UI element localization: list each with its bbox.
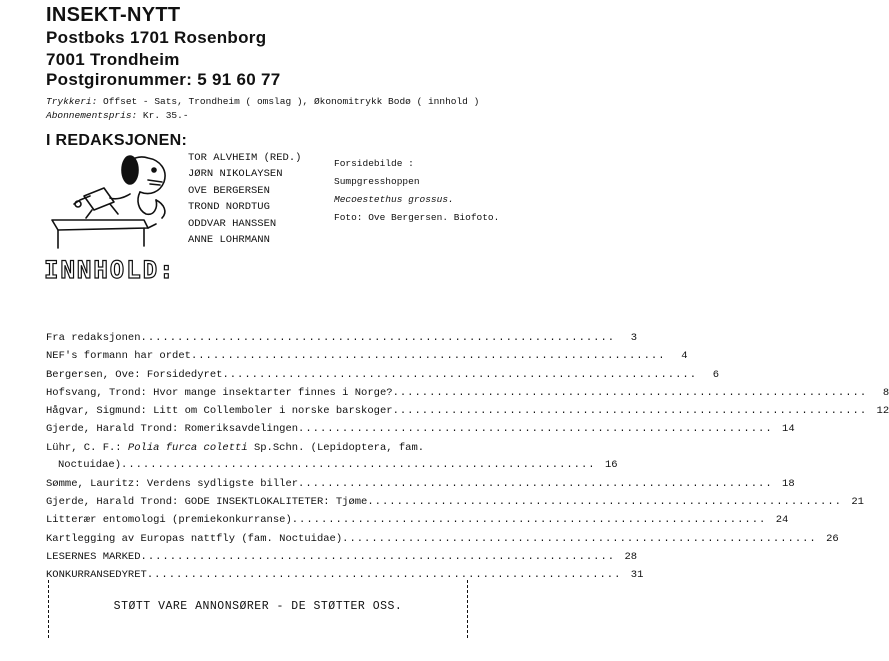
toc-author: Lühr, C. F.: [46, 441, 128, 454]
toc-species: Polia furca coletti [127, 441, 248, 454]
printer-line [46, 96, 479, 107]
toc-title: Kartlegging av Europas nattfly (fam. Noctuidae) [46, 532, 343, 545]
cover-heading: Forsidebilde : [334, 158, 414, 169]
editor-name: TROND NORDTUG [188, 201, 270, 214]
toc-leader: ................................................................. [392, 386, 868, 399]
toc-leader: ................................................................. [367, 496, 842, 509]
toc-leader: ................................................................. [121, 458, 596, 471]
toc-leader: ................................................................. [222, 368, 698, 381]
toc-entry [46, 550, 638, 569]
toc-page: 16 [604, 458, 618, 471]
editor-name: OVE BERGERSEN [188, 184, 270, 197]
contents-heading: INNHOLD: [44, 256, 176, 284]
toc-title: Fra redaksjonen [46, 332, 141, 344]
toc-title-line1 [46, 442, 424, 454]
toc-leader: ................................................................. [342, 532, 817, 545]
snoopy-typewriter-illustration [44, 148, 184, 254]
toc-leader: ................................................................. [291, 514, 767, 527]
toc-entry [46, 477, 795, 496]
editor-name: ANNE LOHRMANN [188, 234, 270, 247]
toc-leader: ................................................................. [392, 405, 868, 418]
printer-label: Trykkeri: [46, 96, 98, 107]
editor-list [188, 150, 301, 248]
toc-title: Gjerde, Harald Trond: GODE INSEKTLOKALITETER: Tjøme [46, 496, 368, 509]
toc-entry [46, 514, 789, 532]
toc-title: Bergersen, Ove: Forsidedyret [46, 368, 223, 381]
toc-entry [46, 496, 864, 514]
toc-title-cont: Noctuidae) [58, 458, 122, 471]
toc-page: 18 [782, 477, 795, 490]
toc-page: 28 [624, 550, 638, 563]
cover-caption [334, 155, 499, 227]
toc-title: KONKURRANSEDYRET [46, 569, 147, 582]
toc-leader: ................................................................. [140, 550, 616, 563]
toc-entry [46, 386, 889, 405]
toc-title-rest: Sp.Schn. (Lepidoptera, fam. [247, 441, 425, 454]
magazine-title: INSEKT-NYTT [46, 4, 181, 26]
subscription-label: Abonnementspris: [46, 110, 138, 121]
editorial-heading: I REDAKSJONEN: [46, 132, 188, 149]
subscription-line [46, 110, 189, 121]
toc-entry [46, 405, 889, 423]
editor-name: TOR ALVHEIM (RED.) [188, 152, 302, 164]
toc-title: Sømme, Lauritz: Verdens sydligste biller [46, 477, 299, 490]
toc-title: Hågvar, Sigmund: Litt om Collemboler i norske barskoger [46, 405, 393, 418]
subscription-text: Kr. 35.- [137, 110, 189, 121]
toc-leader: ................................................................. [190, 350, 666, 363]
address-line-2: 7001 Trondheim [46, 50, 180, 69]
toc-page: 3 [630, 332, 638, 344]
toc-leader: ................................................................. [298, 423, 773, 436]
toc-title: Hofsvang, Trond: Hvor mange insektarter finnes i Norge? [46, 386, 393, 399]
toc-entry [46, 532, 839, 551]
toc-leader: ................................................................. [140, 332, 616, 344]
toc-entry [46, 350, 688, 368]
toc-title: NEF's formann har ordet [46, 350, 191, 363]
toc-page: 14 [782, 423, 795, 436]
toc-entry [46, 332, 638, 350]
toc-title: Litterær entomologi (premiekonkurranse) [46, 514, 292, 527]
toc-title: Gjerde, Harald Trond: Romeriksavdelingen [46, 423, 299, 436]
toc-entry [46, 423, 795, 441]
toc-page: 24 [775, 514, 789, 527]
toc-page: 4 [681, 350, 688, 363]
address-line-1: Postboks 1701 Rosenborg [46, 28, 267, 47]
cover-photo-credit: Foto: Ove Bergersen. Biofoto. [334, 212, 500, 223]
toc-page: 21 [851, 496, 864, 509]
toc-entry-wrapped [46, 441, 618, 478]
cover-species-name: Sumpgresshoppen [334, 176, 420, 187]
toc-page: 26 [826, 532, 839, 545]
editor-name: ODDVAR HANSSEN [188, 217, 277, 230]
printer-text: Offset - Sats, Trondheim ( omslag ), Økonomitrykk Bodø ( innhold ) [97, 96, 480, 107]
toc-page: 6 [712, 368, 720, 381]
advertisers-notice: STØTT VARE ANNONSØRER - DE STØTTER OSS. [113, 600, 403, 613]
giro-number: Postgironummer: 5 91 60 77 [46, 70, 281, 89]
toc-page: 12 [876, 405, 889, 418]
toc-page: 8 [882, 386, 889, 399]
toc-leader: ................................................................. [146, 569, 622, 582]
toc-title: LESERNES MARKED [46, 550, 141, 563]
toc-title-line2 [58, 458, 618, 471]
toc-leader: ................................................................. [298, 477, 773, 490]
editor-name: JØRN NIKOLAYSEN [188, 168, 283, 181]
toc-page: 31 [630, 569, 644, 582]
table-of-contents [46, 332, 889, 588]
toc-entry [46, 368, 720, 387]
cover-latin-name: Mecoestethus grossus. [334, 194, 454, 205]
